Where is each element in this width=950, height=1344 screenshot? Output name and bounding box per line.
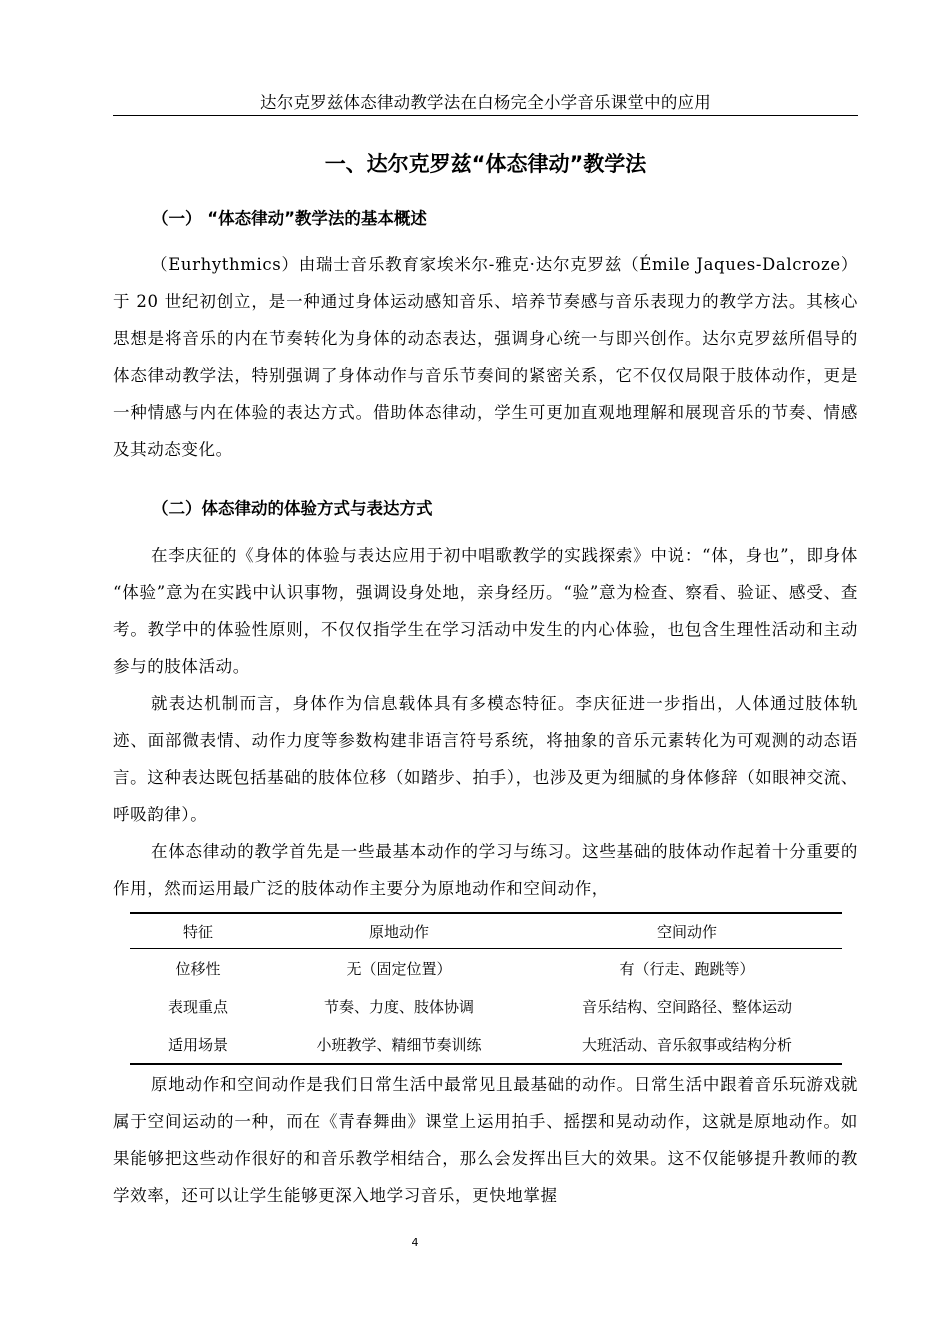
table-cell: 无（固定位置） [346,959,452,978]
paragraph-after-table: 原地动作和空间动作是我们日常生活中最常见且最基础的动作。日常生活中跟着音乐玩游戏就属于空间运动的一种，而在《青春舞曲》课堂上运用拍手、摇摆和晃动动作，这就是原地动作。如果能够把这些动作很好的和音乐教学相结合，那么会发挥出巨大的效果。这不仅能够提升教师的教学效率，还可以让学生能够更深入地学习音乐，更快地掌握 [113,1075,858,1205]
table-row [130,987,842,1025]
table-header-row [130,913,842,949]
table-header-cell: 空间动作 [656,922,717,941]
table-row [130,949,842,988]
section-title-1: （一） “体态律动”教学法的基本概述 [152,209,427,228]
table-header-cell: 特征 [182,922,213,941]
running-header: 达尔克罗兹体态律动教学法在白杨完全小学音乐课堂中的应用 [260,93,711,112]
paragraph-expression: 就表达机制而言，身体作为信息载体具有多模态特征。李庆征进一步指出，人体通过肢体轨迹、面部微表情、动作力度等参数构建非语言符号系统，将抽象的音乐元素转化为可观测的动态语言。这种表达既包括基础的肢体位移（如踏步、拍手），也涉及更为细腻的身体修辞（如眼神交流、呼吸韵律）。 [113,694,858,824]
table-cell: 适用场景 [167,1035,228,1054]
header-rule [113,115,858,116]
table-row [130,1025,842,1064]
chapter-title: 一、达尔克罗兹“体态律动”教学法 [324,152,647,176]
page-number: 4 [411,1236,419,1249]
table-cell: 位移性 [175,959,221,978]
table-cell: 小班教学、精细节奏训练 [316,1035,482,1054]
table-cell: 节奏、力度、肢体协调 [323,997,474,1016]
table-cell: 有（行走、跑跳等） [619,959,755,978]
table-cell: 大班活动、音乐叙事或结构分析 [581,1035,792,1054]
paragraph-basic-movements: 在体态律动的教学首先是一些最基本动作的学习与练习。这些基础的肢体动作起着十分重要的作用，然而运用最广泛的肢体动作主要分为原地动作和空间动作， [113,842,858,898]
table-header-cell: 原地动作 [368,922,429,941]
table-cell: 音乐结构、空间路径、整体运动 [581,997,792,1016]
paragraph-experience: 在李庆征的《身体的体验与表达应用于初中唱歌教学的实践探索》中说：“体，身也”，即身体 “体验”意为在实践中认识事物，强调设身处地，亲身经历。“验”意为检查、察看、验证、感受、查考。教学中的体验性原则，不仅仅指学生在学习活动中发生的内心体验，也包含生理性活动和主动参与的肢体活动。 [113,546,858,676]
movement-comparison-table [130,912,842,1065]
section-title-2: （二）体态律动的体验方式与表达方式 [152,499,433,518]
table-cell: 表现重点 [167,997,228,1016]
paragraph-overview: （Eurhythmics）由瑞士音乐教育家埃米尔-雅克·达尔克罗兹（Émile Jaques-Dalcroze）于 20 世纪初创立，是一种通过身体运动感知音乐、培养节奏感与音乐表现力的教学方法。其核心思想是将音乐的内在节奏转化为身体的动态表达，强调身心统一与即兴创作。达尔克罗兹所倡导的体态律动教学法，特别强调了身体动作与音乐节奏间的紧密关系，它不仅仅局限于肢体动作，更是一种情感与内在体验的表达方式。借助体态律动，学生可更加直观地理解和展现音乐的节奏、情感及其动态变化。 [113,255,858,459]
